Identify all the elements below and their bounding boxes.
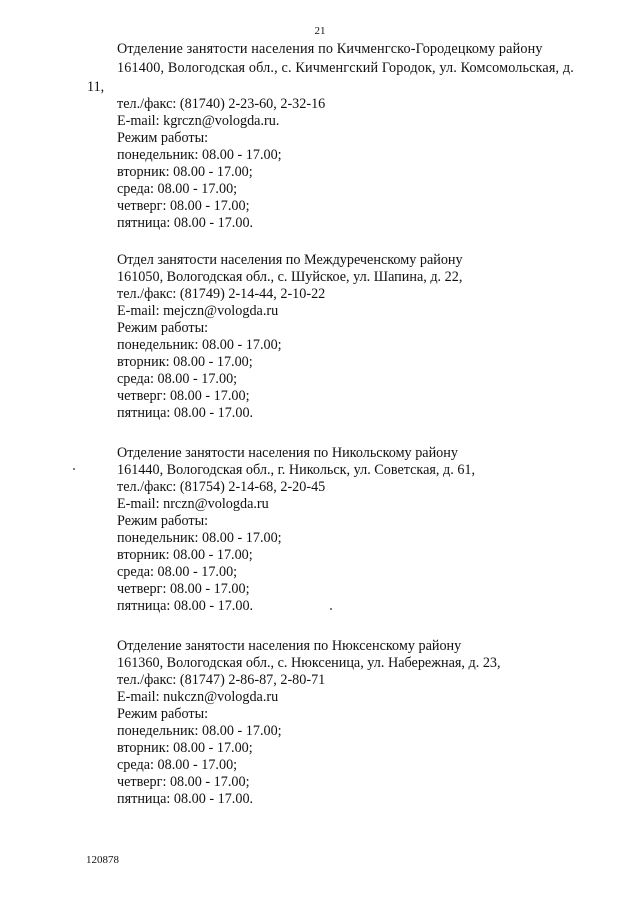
document-code: 120878 <box>86 854 119 866</box>
office-name: Отдел занятости населения по Междуреченскому району <box>117 252 463 268</box>
office-name: Отделение занятости населения по Нюксенскому району <box>117 638 462 654</box>
office-phone: тел./факс: (81754) 2-14-68, 2-20-45 <box>117 479 326 495</box>
scan-speck <box>73 468 75 470</box>
office-address: 161400, Вологодская обл., с. Кичменгский Городок, ул. Комсомольская, д. <box>117 60 574 76</box>
schedule-monday: понедельник: 08.00 - 17.00; <box>117 147 282 163</box>
schedule-tuesday: вторник: 08.00 - 17.00; <box>117 547 253 563</box>
schedule-wednesday: среда: 08.00 - 17.00; <box>117 371 238 387</box>
schedule-friday: пятница: 08.00 - 17.00. <box>117 215 254 231</box>
schedule-title: Режим работы: <box>117 320 209 336</box>
schedule-tuesday: вторник: 08.00 - 17.00; <box>117 354 253 370</box>
office-email: E-mail: nukczn@vologda.ru <box>117 689 279 705</box>
office-phone: тел./факс: (81747) 2-86-87, 2-80-71 <box>117 672 326 688</box>
schedule-tuesday: вторник: 08.00 - 17.00; <box>117 740 253 756</box>
schedule-thursday: четверг: 08.00 - 17.00; <box>117 198 250 214</box>
office-address: 161360, Вологодская обл., с. Нюксеница, ул. Набережная, д. 23, <box>117 655 501 671</box>
schedule-wednesday: среда: 08.00 - 17.00; <box>117 181 238 197</box>
page-number: 21 <box>314 25 326 37</box>
schedule-thursday: четверг: 08.00 - 17.00; <box>117 581 250 597</box>
office-email: E-mail: nrczn@vologda.ru <box>117 496 269 512</box>
schedule-wednesday: среда: 08.00 - 17.00; <box>117 564 238 580</box>
scan-speck <box>330 608 332 610</box>
office-name: Отделение занятости населения по Кичменгско-Городецкому району <box>117 41 543 57</box>
schedule-tuesday: вторник: 08.00 - 17.00; <box>117 164 253 180</box>
office-address-continuation: 11, <box>87 79 105 95</box>
schedule-friday: пятница: 08.00 - 17.00. <box>117 405 254 421</box>
office-name: Отделение занятости населения по Никольскому району <box>117 445 458 461</box>
schedule-friday: пятница: 08.00 - 17.00. <box>117 598 254 614</box>
schedule-wednesday: среда: 08.00 - 17.00; <box>117 757 238 773</box>
schedule-thursday: четверг: 08.00 - 17.00; <box>117 388 250 404</box>
office-email: E-mail: mejczn@vologda.ru <box>117 303 279 319</box>
schedule-title: Режим работы: <box>117 513 209 529</box>
schedule-title: Режим работы: <box>117 130 209 146</box>
office-phone: тел./факс: (81749) 2-14-44, 2-10-22 <box>117 286 326 302</box>
office-email: E-mail: kgrczn@vologda.ru. <box>117 113 280 129</box>
office-address: 161440, Вологодская обл., г. Никольск, ул. Советская, д. 61, <box>117 462 476 478</box>
schedule-thursday: четверг: 08.00 - 17.00; <box>117 774 250 790</box>
schedule-title: Режим работы: <box>117 706 209 722</box>
schedule-monday: понедельник: 08.00 - 17.00; <box>117 530 282 546</box>
schedule-monday: понедельник: 08.00 - 17.00; <box>117 337 282 353</box>
office-address: 161050, Вологодская обл., с. Шуйское, ул. Шапина, д. 22, <box>117 269 463 285</box>
office-phone: тел./факс: (81740) 2-23-60, 2-32-16 <box>117 96 326 112</box>
schedule-friday: пятница: 08.00 - 17.00. <box>117 791 254 807</box>
schedule-monday: понедельник: 08.00 - 17.00; <box>117 723 282 739</box>
